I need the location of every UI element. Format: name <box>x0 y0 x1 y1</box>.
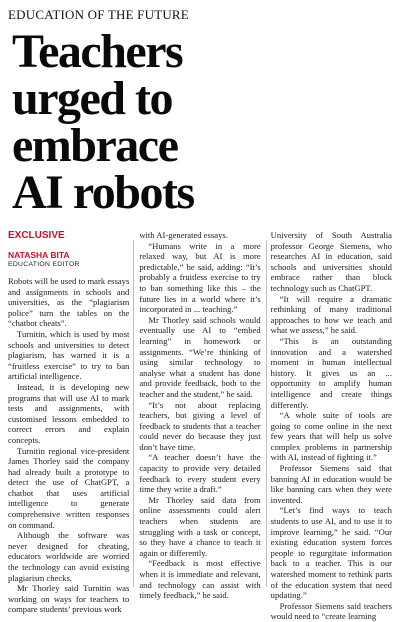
paragraph: with AI-generated essays. <box>139 230 228 240</box>
headline-line-2: urged to <box>12 72 172 125</box>
exclusive-tag: EXCLUSIVE <box>8 230 65 241</box>
paragraph: University of South Australia professor George Siemens, who researches AI in education, said schools and universities should embrace rather than block technology such as ChatGPT. <box>270 230 392 293</box>
headline-line-1: Teachers <box>12 25 183 78</box>
headline-line-3: embrace <box>12 119 178 172</box>
paragraph: Turnitin, which is used by most schools and universities to detect plagiarism, has warned it is a “fruitless exercise” to try to ban artificial intelligence. <box>8 328 130 382</box>
paragraph: Although the software was never designed for cheating, educators worldwide are worried the technology can avoid existing plagiarism checks. <box>8 530 130 583</box>
byline-role: EDUCATION EDITOR <box>8 261 80 268</box>
paragraph: Professor Siemens said that banning AI in education would be like banning cars when they were invented. <box>270 463 392 505</box>
paragraph: Instead, it is developing new programs that will use AI to mark tests and assignments, with customised lessons embedded to correct errors and explain concepts. <box>8 381 130 445</box>
paragraph: “Let’s find ways to teach students to use AI, and to use it to improve learning,” he said. “Our existing education system forces people to regurgitate information back to a teacher. This is our watershed moment to rethink parts of the education system that need updating.” <box>270 505 392 601</box>
paragraph: Mr Thorley said data from online assessments could alert teachers when students are struggling with a task or concept, so they have a chance to teach it again or differently. <box>139 494 261 558</box>
article-column-3 <box>270 230 392 622</box>
column-divider <box>266 240 267 587</box>
headline <box>12 25 392 219</box>
paragraph: “It’s not about replacing teachers, but giving a level of feedback to students that a teacher could never do because they just don’t have time. <box>139 399 261 452</box>
paragraph: Mr Thorley said Turnitin was working on ways for teachers to compare students’ previous work <box>8 583 130 615</box>
section-label: EDUCATION OF THE FUTURE <box>8 7 189 22</box>
paragraph: Robots will be used to mark essays and assignments in schools and universities, as the “plagiarism police” turn the tables on the “chatbot cheats”. <box>8 276 130 329</box>
article-body <box>8 230 392 622</box>
article-column-1 <box>8 230 130 615</box>
article-column-2 <box>139 230 261 601</box>
paragraph: Professor Siemens said teachers would need to “create learning <box>270 600 392 622</box>
paragraph: “It will require a dramatic rethinking of many traditional approaches to how we teach and what we assess,” he said. <box>270 293 392 336</box>
paragraph: “Feedback is most effective when it is immediate and relevant, and technology can assist with timely feedback,” he said. <box>139 558 261 601</box>
column-divider <box>133 240 134 587</box>
paragraph: “A whole suite of tools are going to come online in the next few years that will help us solve complex problems in partnership with AI, instead of fighting it.” <box>270 410 392 463</box>
paragraph: “This is an outstanding innovation and a watershed moment in human intellectual history. It gives us an ... opportunity to amplify human intelligence and create things differently. <box>270 335 392 410</box>
paragraph: Mr Thorley said schools would eventually use AI to “embed learning” in homework or assignments. “We’re thinking of using similar technology to analyse what a student has done and provide feedback, both to the teacher and the student,” he said. <box>139 314 261 399</box>
byline-name: NATASHA BITA <box>8 250 70 260</box>
paragraph: “Humans write in a more relaxed way, but AI is more predictable,” he said, adding: “It’s probably a fruitless exercise to try to ban something like this – the future lies in a world where it’s incorporated in ... teaching.” <box>139 240 261 315</box>
paragraph: “A teacher doesn’t have the capacity to provide very detailed feedback to every student every time they write a draft.” <box>139 452 261 495</box>
headline-line-4: AI robots <box>12 166 194 219</box>
paragraph: Turnitin regional vice-president James Thorley said the company had already built a prototype to detect the use of ChatGPT, a chatbot that uses artificial intelligence to generate comprehensive written responses on command. <box>8 445 130 530</box>
